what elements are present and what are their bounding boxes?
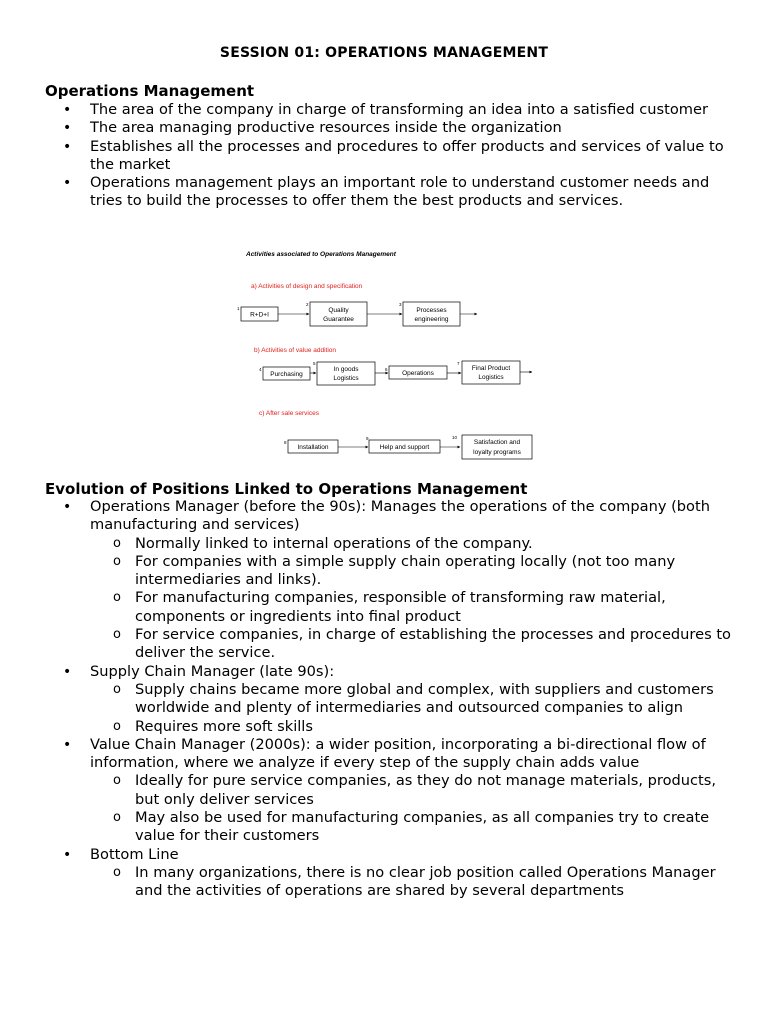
- list-item: • Supply Chain Manager (late 90s):: [63, 662, 335, 680]
- svg-text:Guarantee: Guarantee: [323, 316, 354, 323]
- box-number: 4: [259, 367, 262, 372]
- diagram-title: Activities associated to Operations Management: [246, 251, 396, 258]
- sub-list-item: o Ideally for pure service companies, as they do not manage materials, products, but only deliver services: [113, 772, 717, 808]
- sub-list-item: o For companies with a simple supply chain operating locally (not too many intermediaries and links).: [113, 552, 676, 589]
- sub-bullet-icon: o: [113, 553, 121, 569]
- svg-text:Help and support: Help and support: [379, 444, 430, 451]
- box-number: 9: [366, 436, 369, 441]
- bullet-icon: •: [63, 663, 72, 680]
- sub-list-item: o Normally linked to internal operations of the company.: [113, 534, 533, 552]
- sub-bullet-icon: o: [113, 681, 121, 697]
- page-title: SESSION 01: OPERATIONS MANAGEMENT: [219, 45, 549, 61]
- bullet-icon: •: [63, 120, 72, 137]
- sub-list-item: o Supply chains became more global and complex, with suppliers and customers worldwide and plenty of intermediaries and outsourced companies to align: [113, 680, 714, 717]
- bullet-icon: •: [63, 138, 72, 155]
- box-number: 3: [399, 302, 402, 307]
- operations-management-bullets: [45, 101, 735, 211]
- box-number: 10: [452, 435, 458, 440]
- evolution-list: [45, 498, 735, 901]
- bullet-item: • The area of the company in charge of transforming an idea into a satisfied customer: [63, 101, 709, 118]
- box-number: 6: [385, 367, 388, 372]
- svg-text:engineering: engineering: [414, 316, 449, 323]
- svg-text:Logistics: Logistics: [478, 374, 504, 381]
- svg-text:Processes: Processes: [416, 307, 447, 314]
- sub-list-item: o In many organizations, there is no clear job position called Operations Manager and the activities of operations are shared by several departments: [113, 863, 716, 900]
- svg-text:Quality: Quality: [328, 307, 349, 314]
- box-number: 5: [313, 361, 316, 366]
- bullet-icon: •: [63, 846, 72, 863]
- sub-list-item: o For service companies, in charge of establishing the processes and procedures to deliver the service.: [113, 626, 731, 662]
- section-heading-operations-management: Operations Management: [45, 82, 255, 100]
- sub-bullet-icon: o: [113, 535, 121, 551]
- box-number: 1: [237, 306, 240, 311]
- svg-text:In goods: In goods: [333, 366, 359, 373]
- list-item: • Bottom Line: [63, 845, 179, 863]
- svg-text:Installation: Installation: [297, 444, 329, 451]
- operations-activities-diagram: [235, 244, 545, 466]
- box-number: 2: [306, 302, 309, 307]
- bullet-icon: •: [63, 175, 72, 192]
- bullet-icon: •: [63, 102, 72, 118]
- box-number: 8: [284, 440, 287, 445]
- sub-bullet-icon: o: [113, 773, 121, 789]
- svg-text:Satisfaction and: Satisfaction and: [473, 439, 521, 446]
- sub-bullet-icon: o: [113, 627, 121, 643]
- diagram-section-label-c: c) After sale services: [259, 410, 319, 417]
- svg-text:Operations: Operations: [402, 370, 434, 377]
- bullet-item: • Operations management plays an important role to understand customer needs and tries to build the processes to offer them the best products and services.: [63, 174, 710, 210]
- bullet-icon: •: [63, 499, 72, 515]
- box-number: 7: [457, 361, 460, 366]
- bullet-icon: •: [63, 736, 72, 753]
- diagram-section-label-b: b) Activities of value addition: [254, 347, 337, 354]
- sub-bullet-icon: o: [113, 864, 121, 880]
- sub-list-item: o Requires more soft skills: [113, 717, 313, 735]
- sub-bullet-icon: o: [113, 718, 121, 734]
- svg-text:Logistics: Logistics: [333, 375, 359, 382]
- sub-bullet-icon: o: [113, 590, 121, 606]
- svg-text:loyalty programs: loyalty programs: [473, 449, 521, 456]
- list-item: • Value Chain Manager (2000s): a wider position, incorporating a bi-directional flow of information, where we analyze if every step of the supply chain adds value: [63, 735, 706, 772]
- svg-text:Purchasing: Purchasing: [270, 371, 303, 378]
- svg-text:Final Product: Final Product: [471, 365, 511, 372]
- sub-list-item: o For manufacturing companies, responsible of transforming raw material, components or ingredients into final product: [113, 589, 666, 625]
- list-item: • Operations Manager (before the 90s): Manages the operations of the company (both manufacturing and services): [63, 498, 710, 534]
- sub-list-item: o May also be used for manufacturing companies, as all companies try to create value for their customers: [113, 809, 710, 845]
- section-heading-evolution: Evolution of Positions Linked to Operations Management: [45, 480, 528, 498]
- diagram-section-label-a: a) Activities of design and specification: [251, 283, 363, 290]
- sub-bullet-icon: o: [113, 810, 121, 826]
- bullet-item: • Establishes all the processes and procedures to offer products and services of value to the market: [63, 137, 724, 173]
- bullet-item: • The area managing productive resources inside the organization: [63, 119, 562, 137]
- svg-text:R+D+I: R+D+I: [250, 311, 269, 319]
